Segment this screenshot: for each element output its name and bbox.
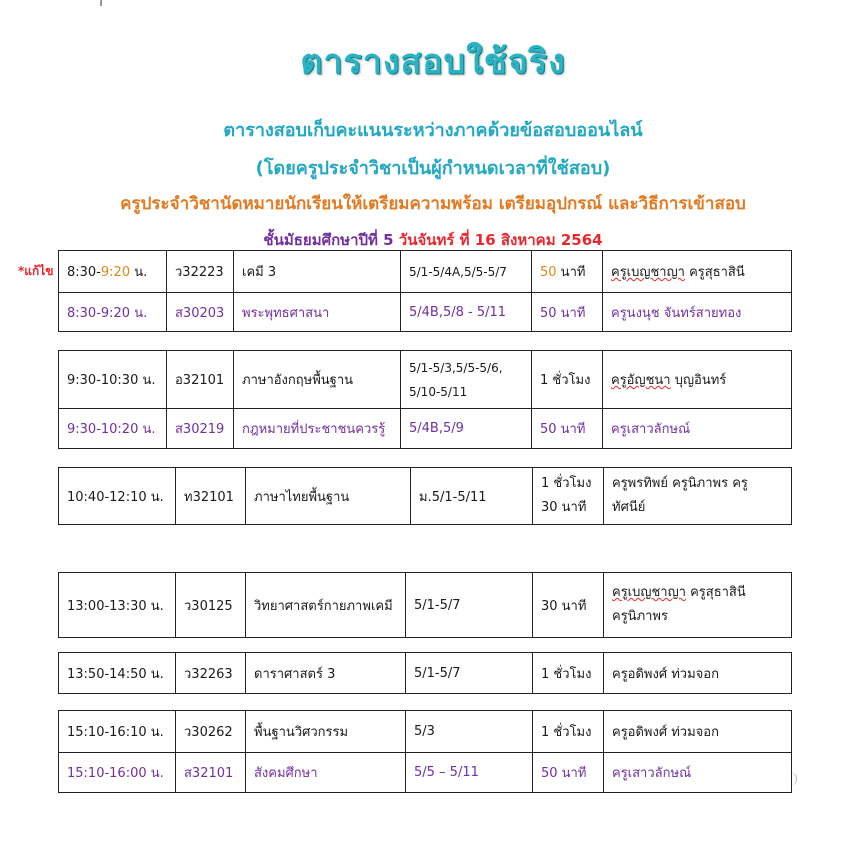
classes-cell: 5/1-5/4A,5/5-5/7: [401, 251, 532, 293]
table-row: [59, 293, 792, 332]
schedule-block-5: [58, 652, 792, 694]
table-row: [59, 409, 792, 449]
schedule-block-1: [58, 250, 792, 332]
page-title: ตารางสอบใช้จริง: [300, 42, 566, 82]
classes-cell: ม.5/1-5/11: [411, 468, 533, 525]
table-row: [59, 251, 792, 293]
edit-note: *แก้ไข: [18, 264, 54, 278]
time-cell: 9:30-10:20 น.: [59, 409, 167, 449]
duration-cell: 1 ชั่วโมง: [533, 653, 604, 694]
time-cell: 15:10-16:00 น.: [59, 753, 176, 793]
table-row: [59, 468, 792, 525]
table-row: [59, 711, 792, 753]
time-cell: 13:00-13:30 น.: [59, 573, 176, 638]
subject-cell: สังคมศึกษา: [246, 753, 406, 793]
page-corner-mark: [786, 772, 797, 786]
duration-cell: 1 ชั่วโมง 30 นาที: [533, 468, 604, 525]
code-cell: ส32101: [176, 753, 246, 793]
teacher-cell: ครูอดิพงศ์ ท่วมจอก: [604, 711, 792, 753]
subtitle-online-exam: ตารางสอบเก็บคะแนนระหว่างภาคด้วยข้อสอบออนไลน์: [223, 120, 643, 141]
classes-cell: 5/3: [406, 711, 533, 753]
table-row: [59, 653, 792, 694]
subject-cell: ภาษาอังกฤษพื้นฐาน: [234, 351, 401, 409]
subject-cell: วิทยาศาสตร์กายภาพเคมี: [246, 573, 406, 638]
time-cell: 10:40-12:10 น.: [59, 468, 176, 525]
duration-cell: 30 นาที: [533, 573, 604, 638]
teacher-cell: ครูพรทิพย์ ครูนิภาพร ครู ทัศนีย์: [604, 468, 792, 525]
teacher-cell: ครูอดิพงศ์ ท่วมจอก: [604, 653, 792, 694]
duration-cell: 50 นาที: [532, 409, 603, 449]
code-cell: ว32223: [167, 251, 234, 293]
subject-cell: พื้นฐานวิศวกรรม: [246, 711, 406, 753]
subject-cell: กฎหมายที่ประชาชนควรรู้: [234, 409, 401, 449]
level-date-heading: [0, 228, 866, 252]
schedule-block-2: [58, 350, 792, 449]
table-row: [59, 351, 792, 409]
teacher-cell: ครูเบญชาญา ครูสุธาสินี ครูนิภาพร: [604, 573, 792, 638]
duration-cell: 1 ชั่วโมง: [533, 711, 604, 753]
code-cell: ว30125: [176, 573, 246, 638]
code-cell: ส30203: [167, 293, 234, 332]
level-label: ชั้นมัธยมศึกษาปีที่ 5: [263, 231, 394, 249]
code-cell: ส30219: [167, 409, 234, 449]
subject-cell: พระพุทธศาสนา: [234, 293, 401, 332]
code-cell: ว32263: [176, 653, 246, 694]
duration-cell: 1 ชั่วโมง: [532, 351, 603, 409]
code-cell: ท32101: [176, 468, 246, 525]
code-cell: ว30262: [176, 711, 246, 753]
schedule-block-4: [58, 572, 792, 638]
code-cell: อ32101: [167, 351, 234, 409]
classes-cell: 5/1-5/7: [406, 573, 533, 638]
teacher-cell: ครูนงนุช จันทร์สายทอง: [603, 293, 792, 332]
classes-cell: 5/1-5/7: [406, 653, 533, 694]
table-row: [59, 753, 792, 793]
subtitle-teacher-sets-time: (โดยครูประจำวิชาเป็นผู้กำหนดเวลาที่ใช้สอบ): [255, 158, 611, 179]
exam-date: วันจันทร์ ที่ 16 สิงหาคม 2564: [398, 231, 603, 249]
subject-cell: ภาษาไทยพื้นฐาน: [246, 468, 411, 525]
duration-cell: 50 นาที: [532, 293, 603, 332]
schedule-block-3: [58, 467, 792, 525]
classes-cell: 5/4B,5/8 - 5/11: [401, 293, 532, 332]
duration-cell: 50 นาที: [532, 251, 603, 293]
time-cell: 9:30-10:30 น.: [59, 351, 167, 409]
teacher-cell: ครูเสาวลักษณ์: [604, 753, 792, 793]
table-row: [59, 573, 792, 638]
teacher-cell: ครูเสาวลักษณ์: [603, 409, 792, 449]
time-cell: 8:30-9:20 น.: [59, 293, 167, 332]
schedule-block-6: [58, 710, 792, 793]
classes-cell: 5/5 – 5/11: [406, 753, 533, 793]
teacher-cell: ครูอัญชนา บุญอินทร์: [603, 351, 792, 409]
time-cell: 8:30-9:20 น.: [59, 251, 167, 293]
time-cell: 15:10-16:10 น.: [59, 711, 176, 753]
subtitle-teacher-instructions: ครูประจำวิชานัดหมายนักเรียนให้เตรียมความพร้อม เตรียมอุปกรณ์ และวิธีการเข้าสอบ: [120, 194, 746, 214]
duration-cell: 50 นาที: [533, 753, 604, 793]
page-edge-mark: [100, 0, 102, 6]
time-cell: 13:50-14:50 น.: [59, 653, 176, 694]
subject-cell: ดาราศาสตร์ 3: [246, 653, 406, 694]
subject-cell: เคมี 3: [234, 251, 401, 293]
classes-cell: 5/4B,5/9: [401, 409, 532, 449]
teacher-cell: ครูเบญชาญา ครูสุธาสินี: [603, 251, 792, 293]
classes-cell: 5/1-5/3,5/5-5/6, 5/10-5/11: [401, 351, 532, 409]
